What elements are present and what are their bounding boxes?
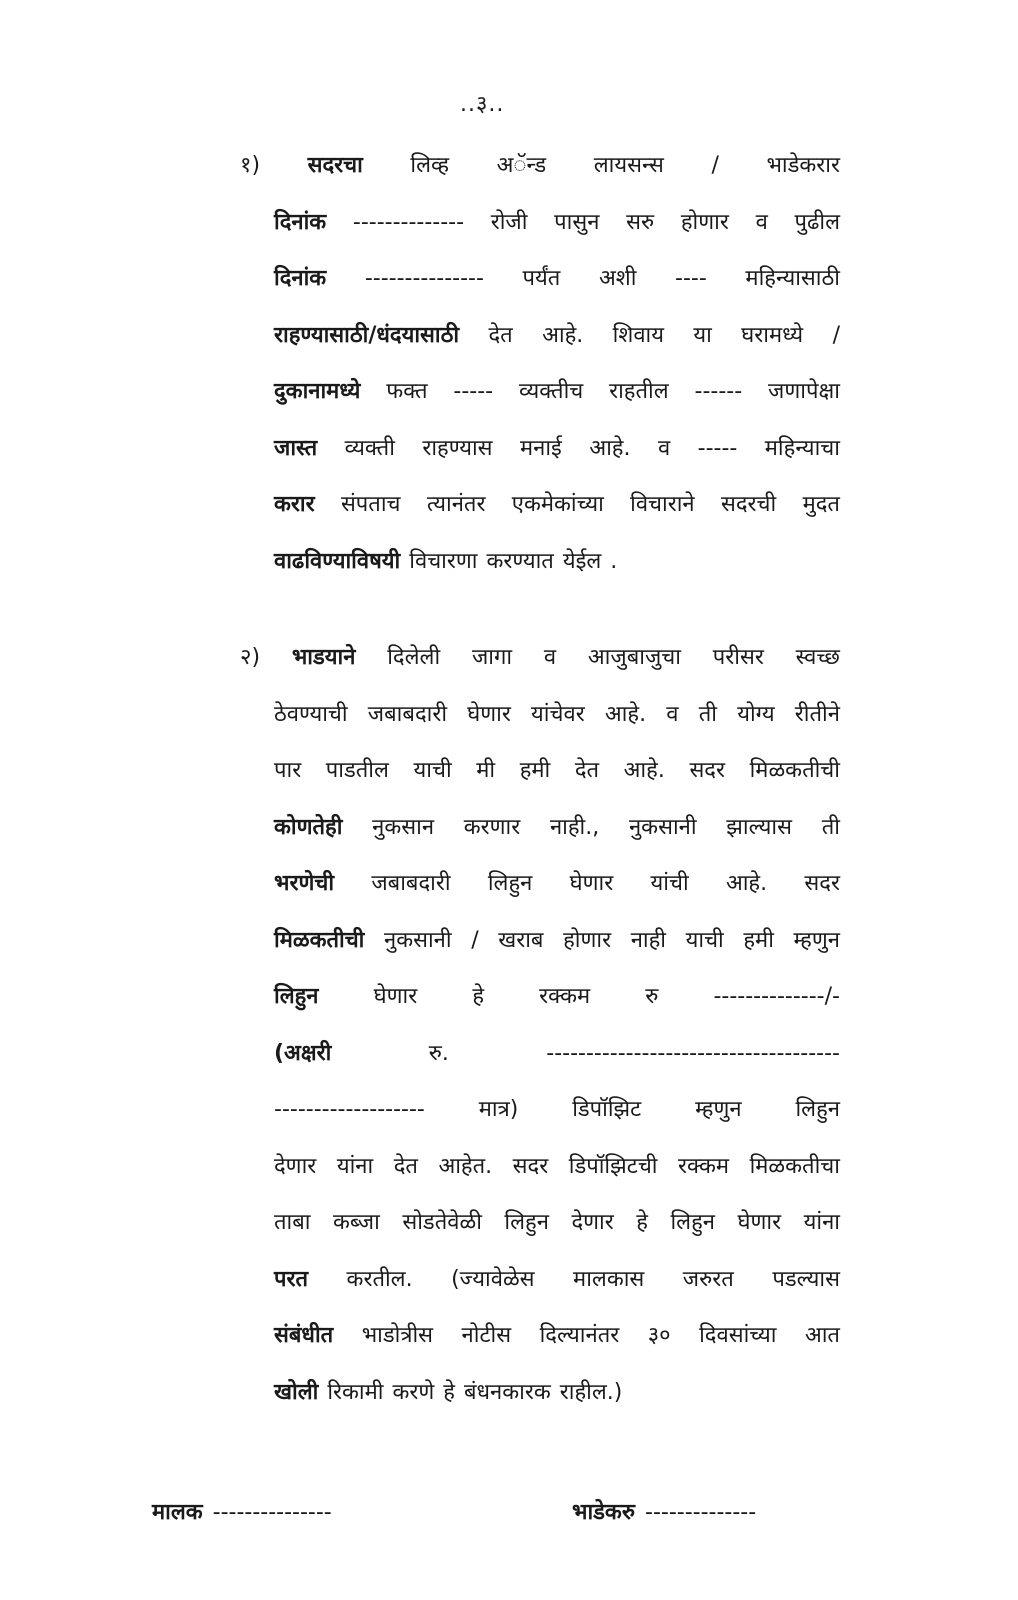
word: म्हणुन	[793, 927, 840, 953]
word: विचारणा	[409, 548, 478, 574]
word: मिळकतीचा	[749, 1153, 840, 1179]
word: रु.	[428, 1040, 449, 1066]
clause-1-line	[274, 372, 840, 412]
word: रक्कम	[539, 984, 591, 1009]
clause-2-line	[274, 695, 840, 735]
word: ------	[694, 379, 743, 404]
clause-2-line	[274, 808, 840, 848]
word: /	[832, 322, 840, 348]
word: बंधनकारक	[463, 1379, 551, 1405]
word: पार	[274, 758, 302, 783]
owner-signature-line	[152, 1496, 332, 1526]
word: रीतीने	[794, 701, 840, 727]
word: भाडोत्रीस	[361, 1323, 434, 1348]
word: येईल	[562, 548, 602, 574]
word: पाडतील	[325, 758, 389, 783]
word: मनाई	[519, 435, 562, 461]
word: व	[543, 645, 557, 670]
word: देणार	[571, 1210, 614, 1235]
word: देत	[393, 1153, 418, 1179]
word: वाढविण्याविषयी	[274, 548, 401, 574]
word: फक्त	[386, 379, 428, 404]
tenant-signature-line	[572, 1496, 756, 1526]
word: यांची	[650, 871, 689, 896]
word: करतील.	[346, 1266, 413, 1292]
word: योग्य	[737, 701, 775, 727]
word: डिपॉझिटची	[568, 1153, 658, 1179]
word: घेणार	[467, 701, 511, 727]
owner-label: मालक	[152, 1500, 203, 1525]
word: डिपॉझिट	[572, 1097, 642, 1122]
word: सदरचा	[307, 153, 363, 178]
word: रोजी	[490, 209, 528, 235]
word: २)	[240, 645, 261, 670]
word: व्यक्ती	[344, 435, 395, 461]
word: राहण्यास	[422, 435, 493, 461]
word: याची	[413, 758, 452, 783]
word: एकमेकांच्या	[511, 492, 604, 517]
word: आहे.	[604, 701, 647, 727]
clause-1-line	[274, 429, 840, 469]
owner-signature-blank: ---------------	[212, 1500, 332, 1525]
word: लिहुन	[504, 1210, 549, 1235]
clause-2-line	[274, 1034, 840, 1074]
clause-1-line	[274, 316, 840, 356]
clause-1-line	[274, 542, 840, 582]
word: जास्त	[274, 435, 318, 461]
word: दिलेली	[387, 645, 441, 670]
word: विचाराने	[630, 492, 695, 517]
clause-2-line	[274, 1373, 840, 1413]
word: व्यक्तीच	[518, 379, 584, 404]
word: अॅन्ड	[496, 153, 547, 178]
word: दिल्यानंतर	[539, 1323, 620, 1348]
word: -----	[453, 379, 494, 404]
word: ती	[821, 814, 840, 840]
word: घेणार	[737, 1210, 782, 1235]
word: दिवसांच्या	[699, 1323, 777, 1348]
word: घरामध्ये	[741, 322, 804, 348]
word: व	[657, 435, 671, 461]
word: यांना	[336, 1153, 374, 1179]
word: देत	[488, 322, 513, 348]
word: नाही	[630, 927, 666, 953]
word: आहे.	[623, 758, 665, 783]
word: संपताच	[340, 492, 401, 517]
word: पडल्यास	[772, 1266, 840, 1292]
word: मात्र)	[478, 1097, 519, 1122]
word: .	[610, 548, 618, 574]
word: जागा	[471, 645, 513, 670]
clause-2-line	[274, 1260, 840, 1300]
word: घेणार	[569, 871, 614, 896]
clause-2-line	[274, 977, 840, 1017]
word: /	[471, 927, 479, 953]
word: लायसन्स	[593, 153, 664, 178]
word: --------------/-	[713, 984, 840, 1009]
word: व	[666, 701, 679, 727]
word: मिळकतीची	[749, 758, 840, 783]
word: (ज्यावेळेस	[451, 1266, 535, 1292]
word: भाडयाने	[291, 645, 356, 670]
word: राहतील	[609, 379, 669, 404]
clause-1-line	[274, 203, 840, 243]
word: करणार	[463, 814, 521, 840]
word: आत	[804, 1323, 840, 1348]
word: हे	[472, 984, 484, 1009]
word: करणे	[392, 1379, 435, 1405]
page-number: ..३..	[460, 92, 505, 117]
clause-2-line	[274, 921, 840, 961]
word: आहे.	[725, 871, 768, 896]
word: आजुबाजुचा	[587, 645, 681, 670]
clause-2-line	[274, 1316, 840, 1356]
word: सदरची	[720, 492, 777, 517]
word: लिव्ह	[410, 153, 450, 178]
clause-2-line	[274, 751, 840, 791]
word: पुढील	[794, 209, 840, 235]
word: होणार	[680, 209, 729, 235]
word: जणापेक्षा	[768, 379, 840, 404]
clause-2-line	[274, 864, 840, 904]
word: जरुरत	[682, 1266, 734, 1292]
word: दिनांक	[274, 209, 327, 235]
word: लिहुन	[487, 871, 533, 896]
word: कोणतेही	[274, 814, 343, 840]
word: महिन्याचा	[764, 435, 840, 461]
word: सरु	[626, 209, 655, 235]
word: हे	[636, 1210, 648, 1235]
word: ३०	[647, 1323, 671, 1348]
word: महिन्यासाठी	[745, 266, 840, 291]
word: यांचेवर	[531, 701, 585, 727]
tenant-label: भाडेकरु	[572, 1500, 635, 1525]
word: /	[711, 153, 719, 178]
word: -----	[697, 435, 738, 461]
word: रक्कम	[678, 1153, 730, 1179]
word: करण्यात	[486, 548, 554, 574]
word: अशी	[598, 266, 637, 291]
word: जबाबदारी	[367, 701, 448, 727]
word: ती	[698, 701, 717, 727]
word: नुकसानी	[628, 814, 697, 840]
word: याची	[685, 927, 724, 953]
clause-2-line	[274, 1147, 840, 1187]
word: सोडतेवेळी	[402, 1210, 482, 1235]
word: दिनांक	[274, 266, 327, 291]
word: मालकास	[573, 1266, 645, 1292]
word: राहण्यासाठी/धंदयासाठी	[274, 322, 460, 348]
word: भरणेची	[274, 871, 335, 896]
clause-1-line	[274, 485, 840, 525]
word: नुकसानी	[384, 927, 452, 953]
word: -------------------------------------	[546, 1040, 840, 1066]
word: यांना	[803, 1210, 840, 1235]
clause-2-line	[274, 1203, 840, 1243]
word: नाही.,	[549, 814, 600, 840]
word: संबंधीत	[274, 1323, 334, 1348]
word: पर्यंत	[522, 266, 561, 291]
word: घेणार	[373, 984, 418, 1009]
word: हमी	[519, 758, 551, 783]
word: नोटीस	[461, 1323, 512, 1348]
word: पासुन	[554, 209, 600, 235]
word: होणार	[563, 927, 612, 953]
word: मिळकतीची	[274, 927, 365, 953]
clause-1-line	[274, 259, 840, 299]
word: ---------------	[364, 266, 484, 291]
word: दुकानामध्ये	[274, 379, 361, 404]
word: या	[693, 322, 712, 348]
word: लिहुन	[670, 1210, 715, 1235]
word: लिहुन	[795, 1097, 840, 1122]
word: म्हणुन	[695, 1097, 742, 1122]
word: ----	[675, 266, 707, 291]
word: ताबा	[274, 1210, 311, 1235]
clause-2-line	[240, 638, 840, 678]
word: हमी	[743, 927, 774, 953]
word: कब्जा	[333, 1210, 380, 1235]
word: रु	[645, 984, 659, 1009]
word: स्वच्छ	[795, 645, 840, 670]
word: खराब	[498, 927, 544, 953]
word: व	[755, 209, 768, 235]
word: आहे.	[589, 435, 631, 461]
tenant-signature-blank: --------------	[645, 1500, 757, 1525]
word: आहे.	[542, 322, 584, 348]
word: (अक्षरी	[274, 1040, 332, 1066]
clause-2-line	[274, 1090, 840, 1130]
word: ठेवण्याची	[274, 701, 348, 727]
word: -------------------	[274, 1097, 425, 1122]
word: परत	[274, 1266, 309, 1292]
word: सदर	[512, 1153, 549, 1179]
word: मुदत	[802, 492, 840, 517]
word: शिवाय	[612, 322, 665, 348]
word: झाल्यास	[726, 814, 792, 840]
word: राहील.)	[559, 1379, 623, 1405]
word: रिकामी	[327, 1379, 384, 1405]
word: खोली	[274, 1379, 319, 1405]
word: लिहुन	[274, 984, 319, 1009]
word: करार	[274, 492, 315, 517]
word: --------------	[352, 209, 465, 235]
clause-1-line	[240, 146, 840, 186]
word: देणार	[274, 1153, 317, 1179]
word: नुकसान	[372, 814, 435, 840]
word: जबाबदारी	[371, 871, 451, 896]
word: मी	[476, 758, 496, 783]
word: सदर	[689, 758, 725, 783]
word: त्यानंतर	[426, 492, 486, 517]
word: भाडेकरार	[766, 153, 840, 178]
word: सदर	[804, 871, 840, 896]
word: परीसर	[712, 645, 764, 670]
word: देत	[574, 758, 600, 783]
word: आहेत.	[438, 1153, 493, 1179]
word: १)	[240, 153, 261, 178]
word: हे	[443, 1379, 455, 1405]
